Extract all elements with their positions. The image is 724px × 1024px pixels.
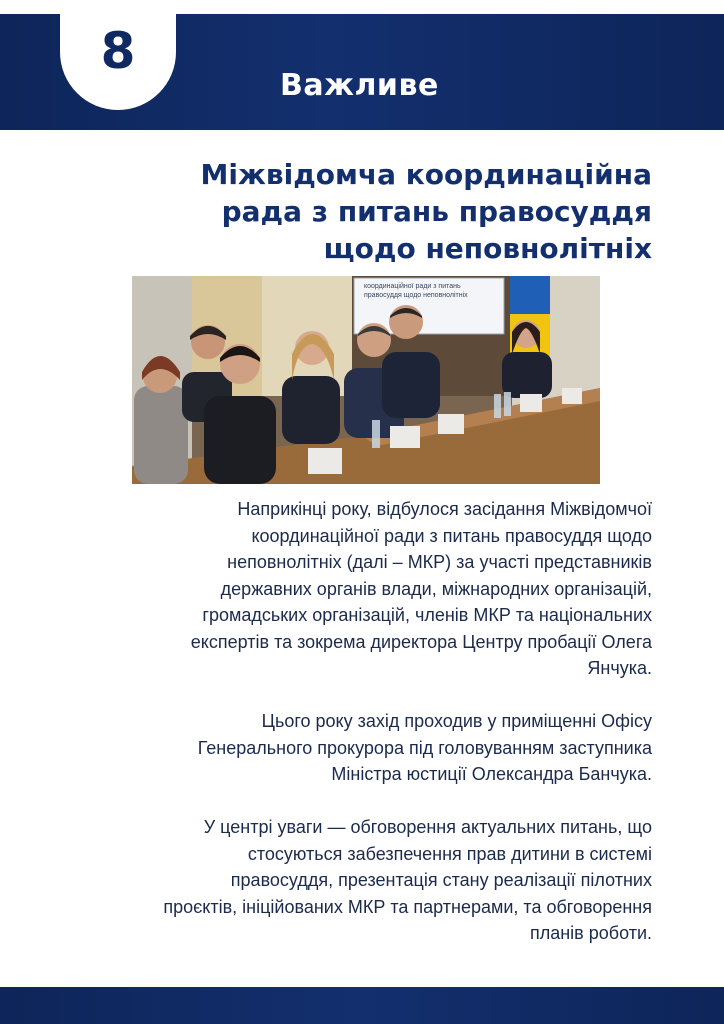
paragraph-line: стосуються забезпечення прав дитини в системі [247, 843, 652, 864]
screen-text-line: правосуддя щодо неповнолітніх [364, 292, 468, 299]
meeting-photo-illustration [132, 276, 600, 484]
section-label: Важливе [280, 68, 439, 103]
article-title-line: Міжвідомча координаційна [200, 158, 652, 191]
page-number: 8 [100, 22, 136, 80]
paragraph-line: проєктів, ініційованих МКР та партнерами, та обговорення [163, 896, 652, 917]
article-title [92, 156, 652, 267]
paragraph-line: державних органів влади, міжнародних організацій, [220, 578, 652, 599]
footer-band [0, 987, 724, 1024]
article-paragraph [52, 496, 652, 682]
paragraph-line: координаційної ради з питань правосуддя щодо [251, 525, 652, 546]
paragraph-line: неповнолітніх (далі – МКР) за участі представників [227, 552, 652, 572]
article-title-line: щодо неповнолітніх [323, 232, 652, 265]
paragraph-line: Наприкінці року, відбулося засідання Міжвідомчої [237, 499, 652, 519]
meeting-photo [132, 276, 600, 484]
paragraph-line: У центрі уваги — обговорення актуальних питань, що [203, 817, 652, 837]
paragraph-line: Цього року захід проходив у приміщенні Офісу [261, 711, 652, 731]
paragraph-line: громадських організацій, членів МКР та національних [202, 605, 652, 625]
paragraph-line: правосуддя, презентація стану реалізації пілотних [230, 870, 652, 890]
paragraph-line: планів роботи. [529, 923, 652, 943]
paragraph-line: Генерального прокурора під головуванням заступника [197, 737, 652, 758]
article-paragraph [52, 708, 652, 788]
paragraph-line: експертів та зокрема директора Центру пробації Олега [190, 631, 652, 652]
article-paragraph [52, 814, 652, 947]
screen-text-line: координаційної ради з питань [364, 283, 461, 290]
article-body [52, 496, 652, 973]
article-title-line: рада з питань правосуддя [221, 195, 652, 228]
paragraph-line: Міністра юстиції Олександра Банчука. [331, 764, 652, 784]
paragraph-line: Янчука. [587, 658, 652, 678]
person-figure [134, 356, 188, 484]
